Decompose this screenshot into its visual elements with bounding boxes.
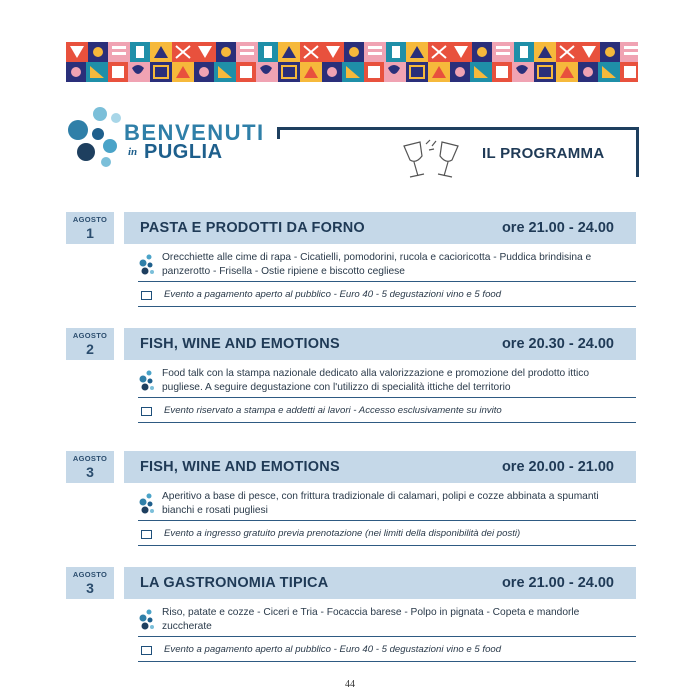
event-date — [66, 328, 114, 360]
divider — [138, 306, 636, 307]
event-note: Evento a ingresso gratuito previa prenotazione (nei limiti della disponibilità dei posti) — [164, 528, 521, 539]
event-card — [66, 212, 636, 322]
event-title-bar — [124, 328, 636, 360]
divider — [138, 545, 636, 546]
event-month: AGOSTO — [72, 454, 108, 463]
event-date — [66, 567, 114, 599]
header-frame-right — [636, 127, 639, 177]
wine-glasses-icon — [396, 138, 466, 180]
event-time: ore 21.00 - 24.00 — [501, 575, 614, 591]
event-description: Orecchiette alle cime di rapa - Cicatielli, pomodorini, rucola e cacioricotta - Puddica brindisina e panzerotto - Frisella - Ostie ripiene e biscotto cegliese — [162, 252, 592, 277]
event-time: ore 20.00 - 21.00 — [501, 459, 614, 475]
logo-title: BENVENUTI — [124, 120, 265, 145]
event-day: 1 — [86, 225, 94, 241]
logo-in-text: in — [128, 146, 138, 158]
event-title-bar — [124, 212, 636, 244]
event-month: AGOSTO — [72, 215, 108, 224]
event-day: 3 — [86, 464, 94, 480]
event-date — [66, 212, 114, 244]
event-title: PASTA E PRODOTTI DA FORNO — [140, 220, 365, 236]
event-title: FISH, WINE AND EMOTIONS — [140, 459, 340, 475]
event-month: AGOSTO — [72, 570, 108, 579]
event-note: Evento riservato a stampa e addetti ai lavori - Accesso esclusivamente su invito — [164, 405, 502, 416]
event-note: Evento a pagamento aperto al pubblico - Euro 40 - 5 degustazioni vino e 5 food — [164, 644, 502, 655]
divider — [138, 281, 636, 282]
dots-bullet-icon — [139, 609, 155, 631]
event-title: LA GASTRONOMIA TIPICA — [140, 575, 329, 591]
section-title: IL PROGRAMMA — [482, 145, 605, 162]
event-title: FISH, WINE AND EMOTIONS — [140, 336, 340, 352]
event-card — [66, 567, 636, 677]
divider — [138, 520, 636, 521]
event-description: Food talk con la stampa nazionale dedicato alla valorizzazione e promozione del prodotto ittico pugliese. A seguire degustazione con l'utilizzo di specialità ittiche del territorio — [162, 368, 589, 393]
event-day: 3 — [86, 580, 94, 596]
event-card — [66, 328, 636, 438]
event-month: AGOSTO — [72, 331, 108, 340]
event-day: 2 — [86, 341, 94, 357]
divider — [138, 636, 636, 637]
event-description: Riso, patate e cozze - Ciceri e Tria - Focaccia barese - Polpo in pignata - Copeta e mandorle zuccherate — [162, 607, 580, 632]
divider — [138, 661, 636, 662]
header-frame-line — [277, 127, 639, 130]
event-time: ore 21.00 - 24.00 — [501, 220, 614, 236]
checkbox-icon — [141, 291, 152, 300]
dots-bullet-icon — [139, 493, 155, 515]
event-note: Evento a pagamento aperto al pubblico - Euro 40 - 5 degustazioni vino e 5 food — [164, 289, 502, 300]
event-title-bar — [124, 451, 636, 483]
dots-bullet-icon — [139, 370, 155, 392]
checkbox-icon — [141, 646, 152, 655]
event-date — [66, 451, 114, 483]
event-title-bar — [124, 567, 636, 599]
event-card — [66, 451, 636, 561]
logo-subtitle: PUGLIA — [144, 141, 223, 163]
checkbox-icon — [141, 530, 152, 539]
event-time: ore 20.30 - 24.00 — [501, 336, 614, 352]
divider — [138, 422, 636, 423]
checkbox-icon — [141, 407, 152, 416]
page-number: 44 — [345, 679, 355, 690]
decorative-banner — [66, 42, 638, 82]
dots-bullet-icon — [139, 254, 155, 276]
event-description: Aperitivo a base di pesce, con frittura tradizionale di calamari, polipi e cozze abbinata a spumanti bianchi e rosati pugliesi — [162, 491, 599, 516]
divider — [138, 397, 636, 398]
header-frame-left — [277, 127, 280, 139]
